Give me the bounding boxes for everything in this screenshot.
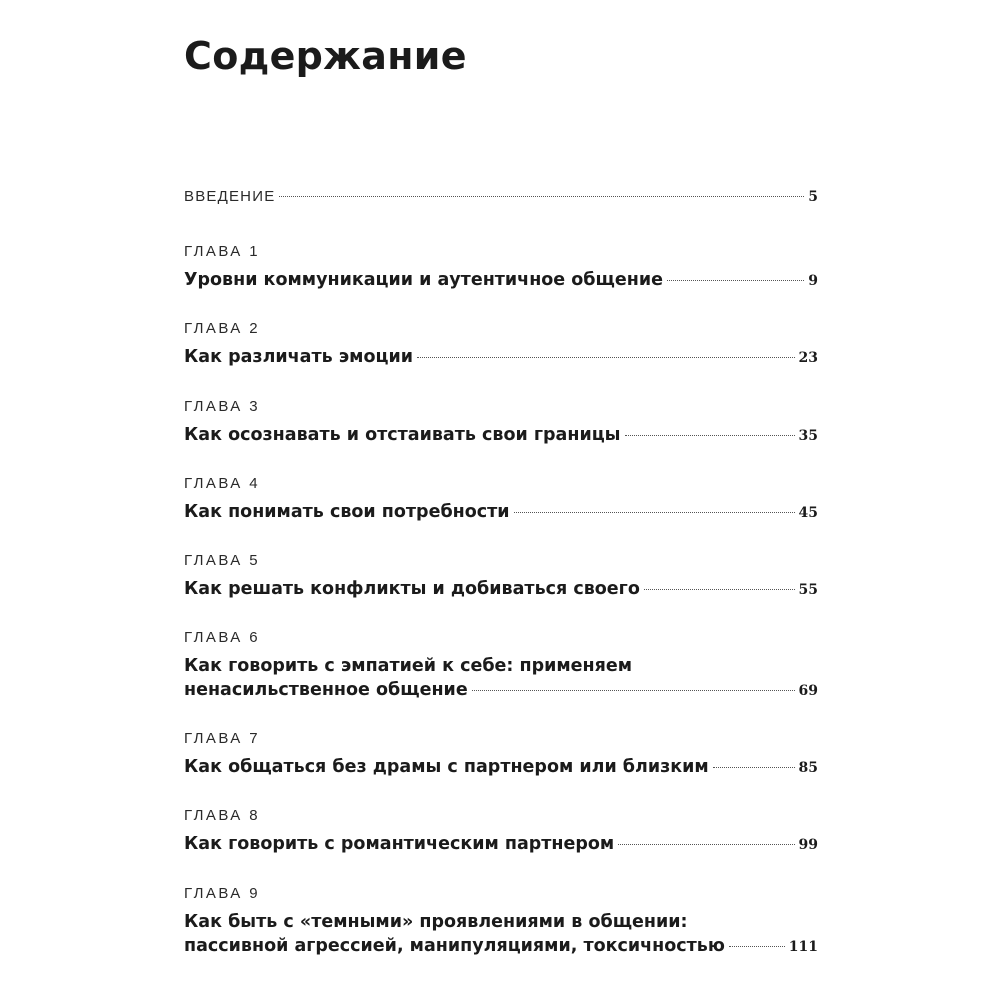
dot-leader [417,357,795,358]
dot-leader [618,844,794,845]
chapter-title: Как говорить с романтическим партнером [184,834,615,854]
page-title: Содержание [184,34,467,78]
toc-entry-chapter-6[interactable] [184,628,818,702]
page-number: 35 [798,428,818,444]
page-number: 99 [798,837,818,853]
chapter-title: Как понимать свои потребности [184,502,510,522]
page-number: 69 [798,683,818,699]
dot-leader [713,767,795,768]
chapter-title: Уровни коммуникации и аутентичное общение [184,270,663,290]
chapter-label: ГЛАВА 4 [184,475,260,492]
toc-entry-chapter-5[interactable] [184,551,818,601]
chapter-title: Как общаться без драмы с партнером или близким [184,757,709,777]
dot-leader [514,512,795,513]
toc-entry-chapter-9[interactable] [184,884,818,958]
toc-entry-chapter-7[interactable] [184,729,818,779]
page-number: 111 [788,939,818,955]
toc-entry-chapter-2[interactable] [184,319,818,369]
toc-entry-chapter-8[interactable] [184,806,818,856]
toc-entry-introduction[interactable] [184,188,818,205]
page-number: 5 [808,189,818,205]
dot-leader [472,690,795,691]
intro-label: ВВЕДЕНИЕ [184,188,276,205]
chapter-title-line-2: пассивной агрессией, манипуляциями, токсичностью [184,936,725,956]
page-number: 23 [798,350,818,366]
chapter-label: ГЛАВА 1 [184,243,260,260]
toc-entry-chapter-4[interactable] [184,474,818,524]
dot-leader [279,196,804,197]
chapter-label: ГЛАВА 2 [184,320,260,337]
chapter-label: ГЛАВА 7 [184,730,260,747]
chapter-title: Как решать конфликты и добиваться своего [184,579,640,599]
page-number: 85 [798,760,818,776]
chapter-title-line-2: ненасильственное общение [184,680,468,700]
toc-entry-chapter-3[interactable] [184,397,818,447]
dot-leader [667,280,804,281]
chapter-label: ГЛАВА 6 [184,629,260,646]
chapter-label: ГЛАВА 9 [184,885,260,902]
chapter-title-line-1: Как быть с «темными» проявлениями в общении: [184,912,688,932]
dot-leader [729,946,785,947]
chapter-title: Как осознавать и отстаивать свои границы [184,425,621,445]
chapter-label: ГЛАВА 3 [184,398,260,415]
page-number: 55 [798,582,818,598]
page-number: 9 [808,273,818,289]
dot-leader [644,589,795,590]
toc-entry-chapter-1[interactable] [184,242,818,292]
chapter-label: ГЛАВА 5 [184,552,260,569]
chapter-label: ГЛАВА 8 [184,807,260,824]
dot-leader [625,435,795,436]
chapter-title: Как различать эмоции [184,347,413,367]
page-number: 45 [798,505,818,521]
chapter-title-line-1: Как говорить с эмпатией к себе: применяем [184,656,633,676]
